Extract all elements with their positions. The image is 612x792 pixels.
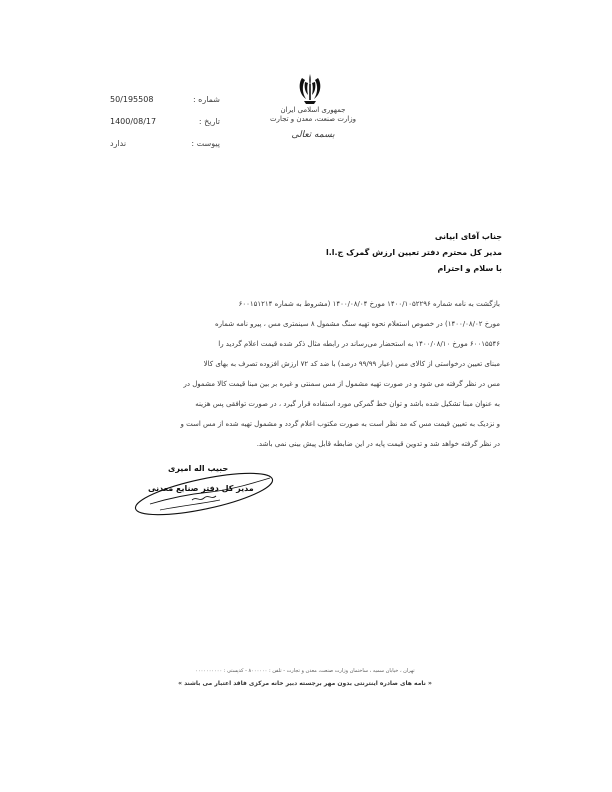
ministry-heading (268, 106, 358, 140)
body-line: بازگشت به نامه شماره ۱۴۰۰/۱۰۵۲۲۹۶ مورخ ۱۴۰۰/۰۸/۰۴ (مشروط به شماره ۶۰۰۱۵۱۲۱۴ (238, 300, 500, 308)
body-line: مورخ ۱۴۰۰/۰۸/۰۲) در خصوص استعلام نحوه تهیه سنگ مشمول ۸ سینمتری مس ، پیرو نامه شماره (214, 320, 500, 328)
national-emblem-icon (296, 72, 324, 106)
date-row (110, 118, 220, 140)
addressee-title: مدیر کل محترم دفتر تعیین ارزش گمرک ج.ا.ا (325, 248, 502, 257)
signatory-title: مدیر کل دفتر صنایع معدنی (148, 484, 254, 493)
addressee (142, 232, 502, 264)
ministry-line-2: وزارت صنعت، معدن و تجارت (269, 115, 357, 124)
footer-address: تهران ، خیابان سمیه ، ساختمان وزارت صنعت، معدن و تجارت - تلفن : ۸۰۰۰۰۰۰ - کدپستی : ۰۰۰۰۰۰۰۰۰۰ (195, 668, 415, 674)
body-line: ۶۰۰۱۵۵۴۶ مورخ ۱۴۰۰/۰۸/۱۰ به استحضار می‌رساند در رابطه مثال ذکر شده قیمت اعلام گردید را (218, 340, 500, 348)
body-line: مس در نظر گرفته می شود و در صورت تهیه مشمول از مس سمنتی و غیره بر بین مبنا قیمت کالا مشمول در (183, 380, 500, 388)
handwritten-signature (130, 464, 290, 520)
letter-body (125, 294, 500, 454)
footer-notice: « نامه های صادره اینترنتی بدون مهر برجسته دبیر خانه مرکزی فاقد اعتبار می باشند » (178, 680, 432, 687)
body-line: مبنای تعیین درخواستی از کالای مس (عیار ۹۹/۹۹ درصد) با ضد کد ۷۲ ارزش افزوده تصرف به بهای کالا (203, 360, 500, 368)
addressee-name: جناب آقای ابیانی (434, 232, 502, 241)
number-label: شماره : (192, 95, 220, 104)
date-label: تاریخ : (198, 117, 220, 126)
letter-date: 1400/08/17 (110, 117, 157, 126)
attachment-label: پیوست : (191, 139, 220, 148)
number-row (110, 96, 220, 118)
letter-footer (170, 668, 440, 687)
letter-meta (110, 96, 220, 162)
handwritten-heading: بسمه تعالی (291, 130, 335, 141)
ministry-line-1: جمهوری اسلامی ایران (280, 106, 346, 114)
greeting: با سلام و احترام (437, 264, 502, 273)
body-line: در نظر گرفته خواهد شد و تدوین قیمت پایه در این ضابطه قابل پیش بینی نمی باشد. (256, 440, 500, 448)
body-line: به عنوان مبنا تشکیل شده باشد و توان خط گمرکی مورد استفاده قرار گیرد ، در صورت توافقی پس هزینه (195, 400, 500, 408)
letter-number: 50/195508 (110, 95, 154, 104)
attachment-row (110, 140, 220, 162)
attachment-value: ندارد (110, 139, 127, 148)
signatory-name: حبیب اله امیری (168, 464, 229, 473)
body-line: و نزدیک به تعیین قیمت مس که مد نظر است به صورت مکتوب اعلام گردد و مشمول تهیه شده از مس است و (180, 420, 500, 428)
